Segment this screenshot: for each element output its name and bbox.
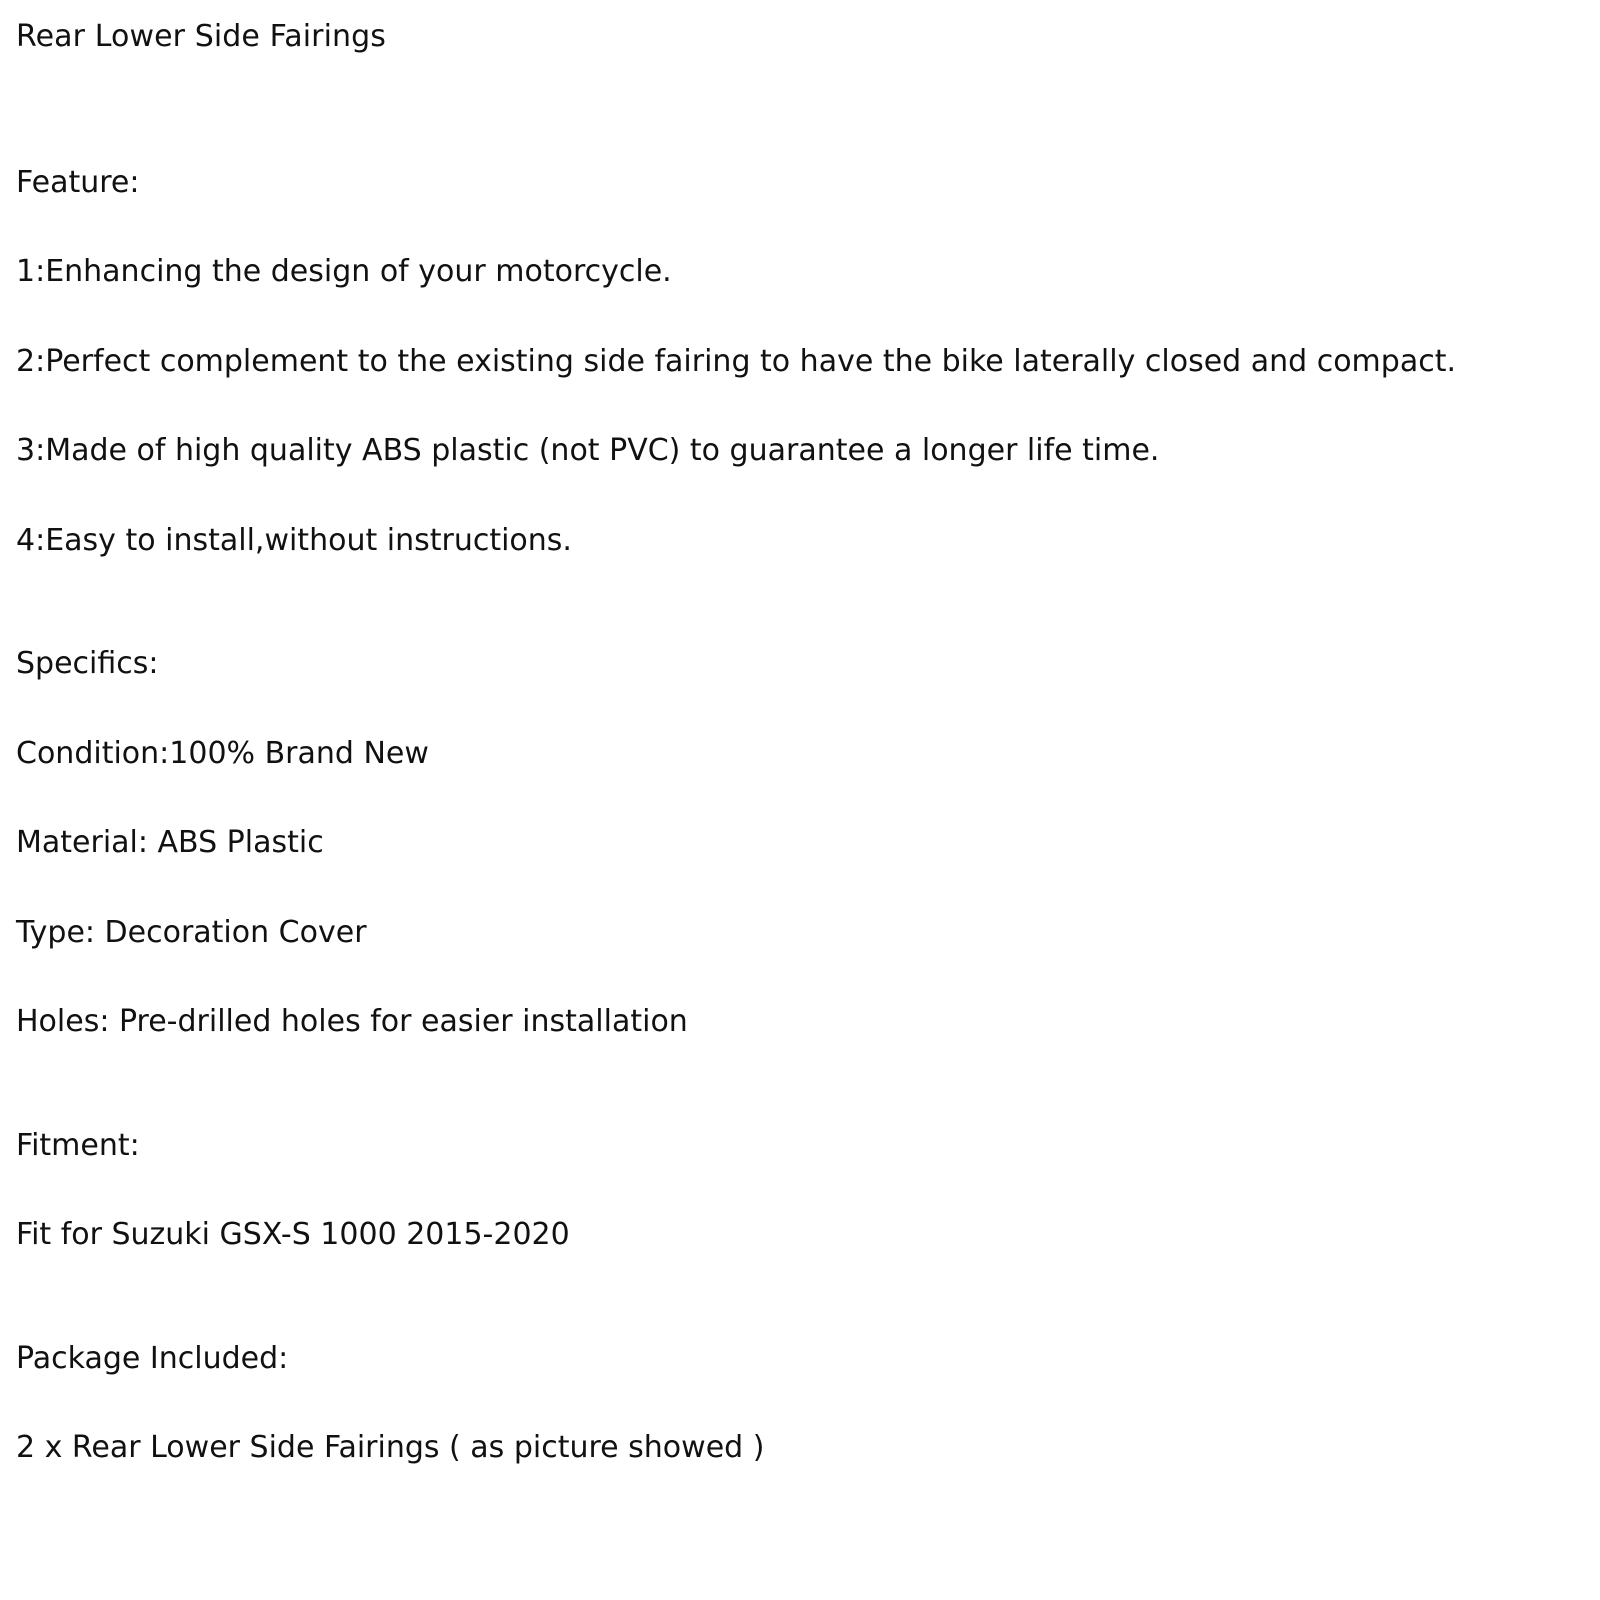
section-heading-feature: Feature: <box>16 164 140 200</box>
spacer <box>16 862 1576 914</box>
spacer <box>16 291 1576 343</box>
section-spacer <box>16 1254 1576 1340</box>
section-heading-specifics: Specifics: <box>16 646 159 681</box>
section-heading-fitment: Fitment: <box>16 1127 140 1163</box>
specifics-material: Material: ABS Plastic <box>16 825 324 860</box>
title-spacer <box>16 56 1576 164</box>
spacer <box>16 951 1576 1003</box>
page-title: Rear Lower Side Fairings <box>16 19 387 54</box>
spacer <box>16 772 1576 824</box>
spacer <box>16 380 1576 432</box>
spacer <box>16 470 1576 522</box>
package-line-1: 2 x Rear Lower Side Fairings ( as picture showed ) <box>16 1430 765 1465</box>
feature-line-4: 4:Easy to install,without instructions. <box>16 522 572 558</box>
feature-line-3: 3:Made of high quality ABS plastic (not PVC) to guarantee a longer life time. <box>16 433 1160 468</box>
specifics-holes: Holes: Pre-drilled holes for easier installation <box>16 1004 688 1039</box>
spacer <box>16 1377 1576 1429</box>
spacer <box>16 683 1576 735</box>
specifics-condition: Condition:100% Brand New <box>16 735 429 771</box>
feature-line-1: 1:Enhancing the design of your motorcycle. <box>16 254 672 289</box>
section-heading-package: Package Included: <box>16 1340 289 1376</box>
spacer <box>16 1164 1576 1216</box>
fitment-line-1: Fit for Suzuki GSX-S 1000 2015-2020 <box>16 1217 570 1252</box>
specifics-type: Type: Decoration Cover <box>16 914 367 950</box>
section-spacer <box>16 559 1576 645</box>
section-spacer <box>16 1041 1576 1127</box>
feature-line-2: 2:Perfect complement to the existing side fairing to have the bike laterally closed and compact. <box>16 343 1456 379</box>
spacer <box>16 201 1576 253</box>
